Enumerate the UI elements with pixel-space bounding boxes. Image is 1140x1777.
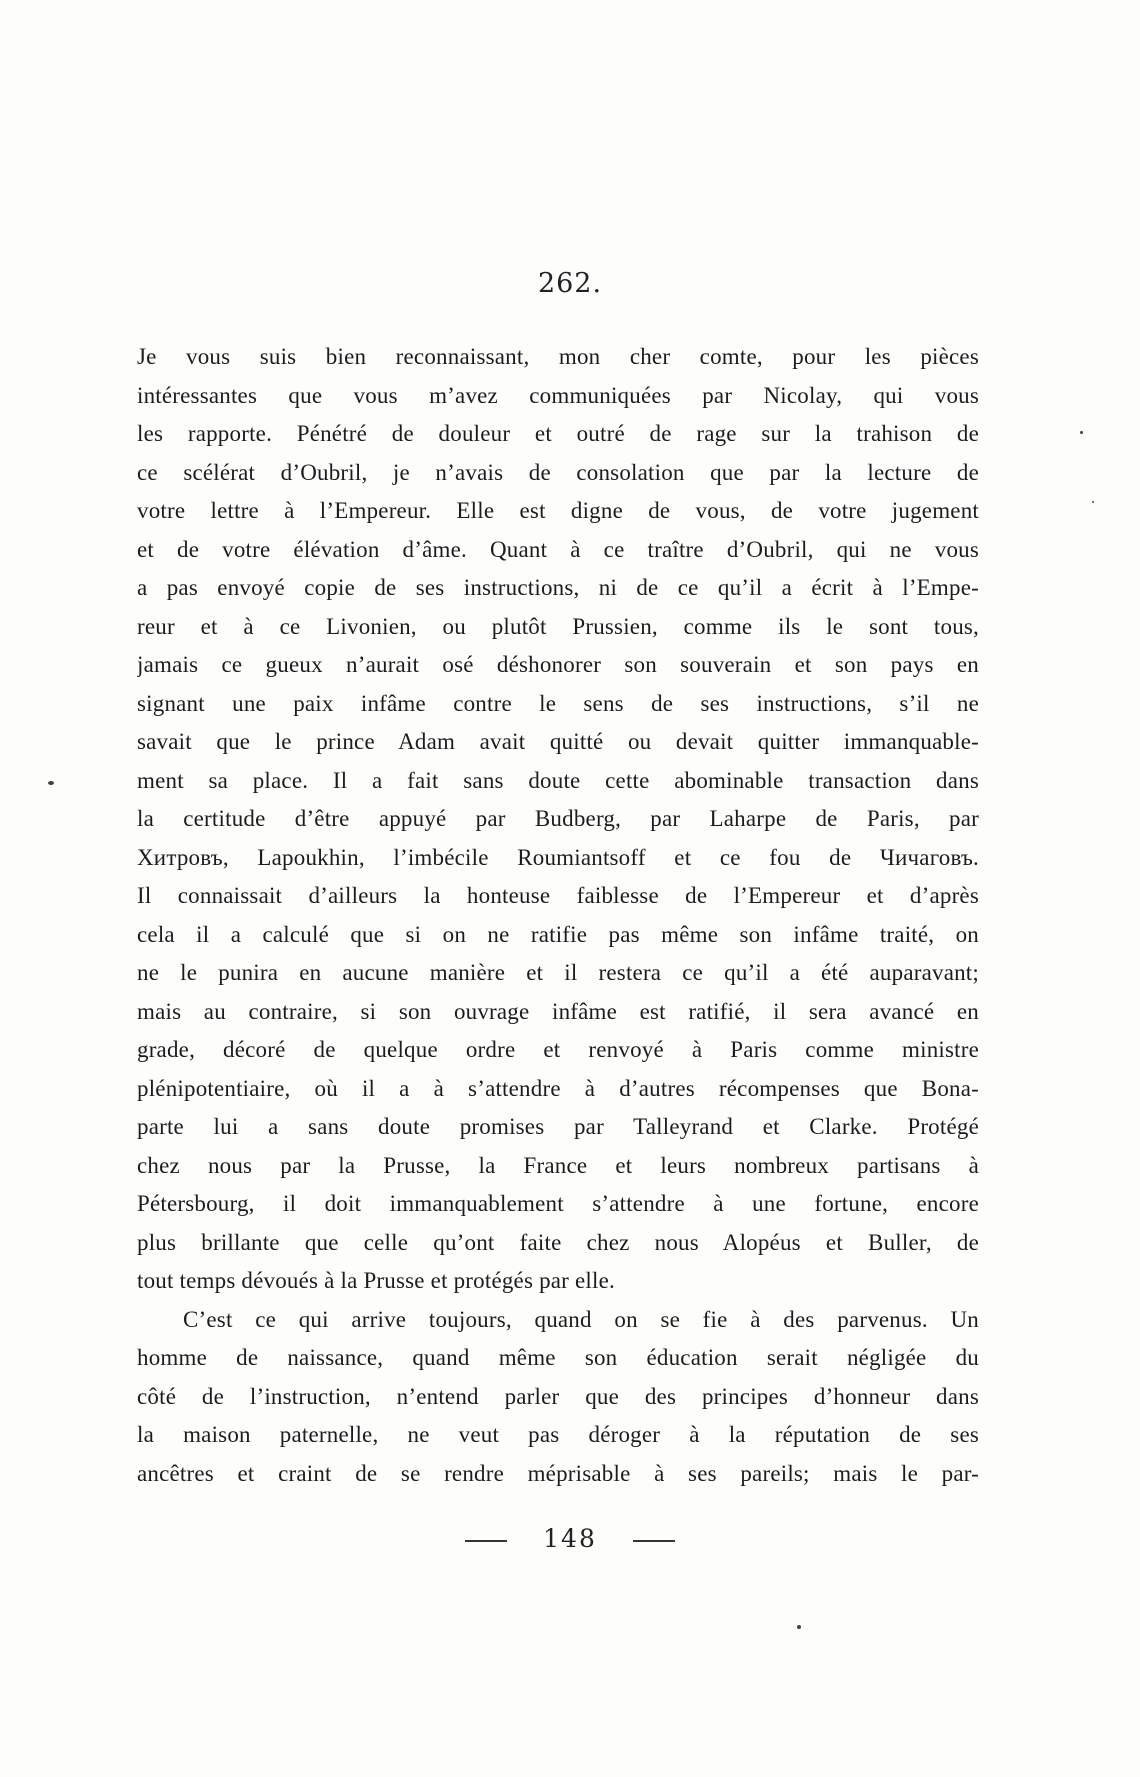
letter-number: 262. bbox=[537, 268, 603, 299]
text-line: Je vous suis bien reconnaissant, mon cher comte, pour les pièces bbox=[137, 344, 979, 369]
ink-speck bbox=[797, 1625, 801, 1629]
text-line: reur et à ce Livonien, ou plutôt Prussien, comme ils le sont tous, bbox=[137, 613, 979, 639]
text-line: et de votre élévation d’âme. Quant à ce traître d’Oubril, qui ne vous bbox=[137, 536, 979, 562]
text-line: Хитровъ, Lapoukhin, l’imbécile Roumiantsoff et ce fou de Чичаговъ. bbox=[137, 844, 979, 870]
ink-speck bbox=[48, 781, 54, 785]
text-line: ce scélérat d’Oubril, je n’avais de consolation que par la lecture de bbox=[137, 459, 979, 485]
text-line: jamais ce gueux n’aurait osé déshonorer son souverain et son pays en bbox=[137, 652, 979, 677]
footer-dash-left bbox=[465, 1540, 507, 1542]
text-line: la certitude d’être appuyé par Budberg, par Laharpe de Paris, par bbox=[137, 806, 979, 831]
text-line: a pas envoyé copie de ses instructions, ni de ce qu’il a écrit à l’Empe- bbox=[137, 575, 979, 600]
text-line: la maison paternelle, ne veut pas déroger à la réputation de ses bbox=[137, 1422, 979, 1447]
page-footer bbox=[0, 1524, 1140, 1553]
text-line: chez nous par la Prusse, la France et leurs nombreux partisans à bbox=[137, 1152, 979, 1178]
ink-speck bbox=[1080, 431, 1083, 434]
text-line: mais au contraire, si son ouvrage infâme est ratifié, il sera avancé en bbox=[137, 998, 979, 1024]
text-line: plénipotentiaire, où il a à s’attendre à d’autres récompenses que Bona- bbox=[137, 1075, 979, 1101]
text-line: tout temps dévoués à la Prusse et protégés par elle. bbox=[137, 1268, 615, 1293]
letter-body bbox=[137, 338, 979, 1493]
text-line: côté de l’instruction, n’entend parler que des principes d’honneur dans bbox=[137, 1383, 979, 1409]
text-line: ment sa place. Il a fait sans doute cette abominable transaction dans bbox=[137, 767, 979, 793]
page-number: 148 bbox=[543, 1524, 597, 1553]
text-line: grade, décoré de quelque ordre et renvoyé à Paris comme ministre bbox=[137, 1037, 979, 1062]
footer-dash-right bbox=[633, 1540, 675, 1542]
text-line: plus brillante que celle qu’ont faite chez nous Alopéus et Buller, de bbox=[137, 1229, 979, 1255]
text-line: C’est ce qui arrive toujours, quand on se fie à des parvenus. Un bbox=[183, 1306, 979, 1332]
text-line: savait que le prince Adam avait quitté ou devait quitter immanquable- bbox=[137, 729, 979, 754]
text-line: homme de naissance, quand même son éducation serait négligée du bbox=[137, 1345, 979, 1370]
ink-speck bbox=[1092, 501, 1094, 503]
text-line: cela il a calculé que si on ne ratifie pas même son infâme traité, on bbox=[137, 921, 979, 947]
text-line: intéressantes que vous m’avez communiquées par Nicolay, qui vous bbox=[137, 382, 979, 408]
text-line: les rapporte. Pénétré de douleur et outré de rage sur la trahison de bbox=[137, 421, 979, 446]
text-line: parte lui a sans doute promises par Talleyrand et Clarke. Protégé bbox=[137, 1114, 979, 1139]
text-line: signant une paix infâme contre le sens de ses instructions, s’il ne bbox=[137, 690, 979, 716]
text-line: ne le punira en aucune manière et il restera ce qu’il a été auparavant; bbox=[137, 960, 979, 985]
text-line: ancêtres et craint de se rendre méprisable à ses pareils; mais le par- bbox=[137, 1460, 979, 1486]
text-line: Il connaissait d’ailleurs la honteuse faiblesse de l’Empereur et d’après bbox=[137, 883, 979, 908]
text-line: Pétersbourg, il doit immanquablement s’attendre à une fortune, encore bbox=[137, 1191, 979, 1216]
text-line: votre lettre à l’Empereur. Elle est digne de vous, de votre jugement bbox=[137, 498, 979, 523]
